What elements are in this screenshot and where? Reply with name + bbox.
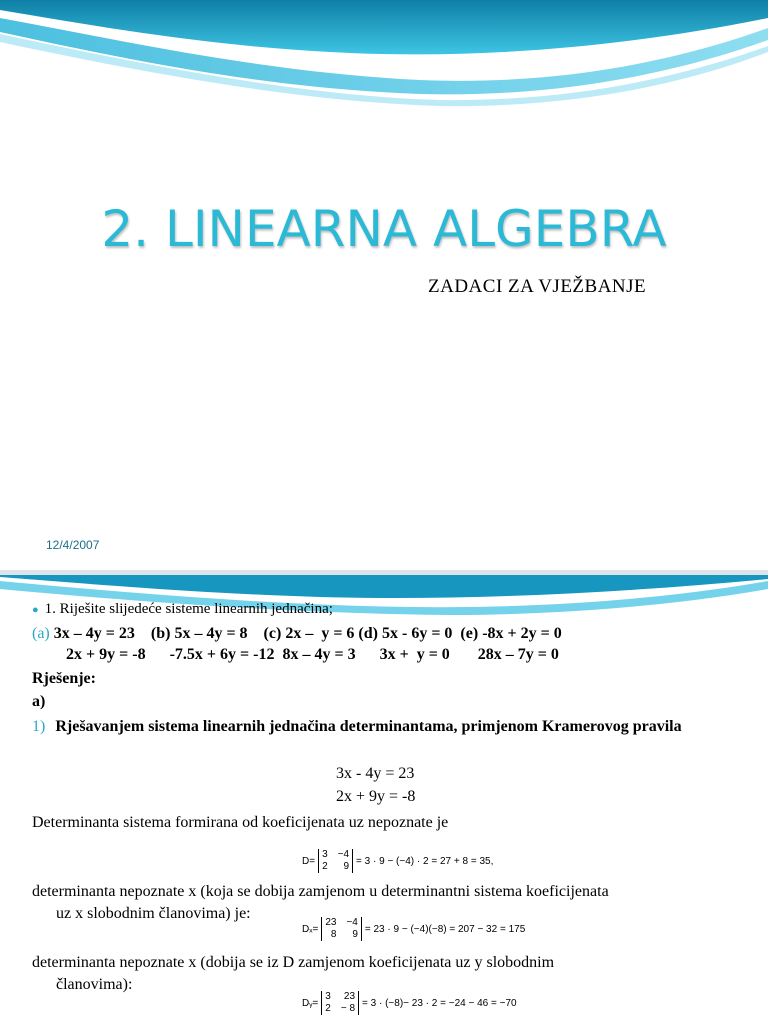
task-text: 1. Riješite slijedeće sisteme linearnih jednačina;: [44, 601, 333, 617]
part-a-label: a): [32, 693, 46, 710]
det-label: Dᵧ=: [302, 997, 319, 1009]
slide-subtitle: ZADACI ZA VJEŽBANJE: [428, 276, 647, 297]
matrix-cell: 23: [343, 991, 356, 1002]
matrix-cell: 8: [330, 929, 337, 940]
matrix-cell: 2: [325, 1003, 331, 1014]
slide-title: 2. LINEARNA ALGEBRA: [101, 200, 667, 258]
determinant-Dx: [302, 917, 525, 941]
matrix: [321, 991, 359, 1015]
header-wave-decoration: [0, 0, 768, 110]
step-1: [32, 716, 732, 738]
systems-row-1-text: 3x – 4y = 23 (b) 5x – 4y = 8 (c) 2x – y = 6 (d) 5x - 6y = 0 (e) -8x + 2y = 0: [53, 625, 562, 642]
determinant-D: [302, 849, 493, 873]
systems-row-1: [32, 625, 562, 643]
det-label: D=: [302, 855, 316, 867]
paragraph-line: uz x slobodnim članovima) je:: [56, 905, 251, 922]
slide-date: 12/4/2007: [46, 538, 100, 552]
task-bullet: [32, 601, 333, 618]
step-text: Rješavanjem sistema linearnih jednačina determinantama, primjenom Kramerovog pravila: [55, 718, 682, 735]
determinant-Dy: [302, 991, 517, 1015]
equation-2: 2x + 9y = -8: [336, 788, 416, 805]
det-result: = 23 · 9 − (−4)(−8) = 207 − 32 = 175: [364, 923, 526, 935]
det-label: Dₓ=: [302, 923, 319, 935]
matrix-cell: −4: [346, 917, 358, 928]
bullet-icon: ●: [32, 604, 39, 616]
matrix-cell: 2: [322, 861, 328, 872]
paragraph-determinant-system: Determinanta sistema formirana od koeficijenata uz nepoznate je: [32, 814, 449, 831]
matrix-cell: 23: [325, 917, 337, 928]
paragraph-determinant-y: [32, 952, 752, 996]
matrix: [318, 849, 353, 873]
content-slide: [0, 575, 768, 1024]
matrix-cell: −4: [337, 849, 350, 860]
matrix: [321, 917, 362, 941]
step-number: 1): [32, 718, 46, 735]
matrix-cell: 3: [325, 991, 331, 1002]
equation-1: 3x - 4y = 23: [336, 765, 415, 782]
system-label-a: (a): [32, 625, 50, 642]
matrix-cell: 9: [352, 929, 358, 940]
systems-row-2: 2x + 9y = -8 -7.5x + 6y = -12 8x – 4y = 3 3x + y = 0 28x – 7y = 0: [66, 646, 559, 663]
solution-label: Rješenje:: [32, 670, 96, 687]
det-result: = 3 · 9 − (−4) · 2 = 27 + 8 = 35,: [356, 855, 494, 867]
det-result: = 3 · (−8)− 23 · 2 = −24 − 46 = −70: [362, 997, 517, 1009]
paragraph-line: determinanta nepoznate x (koja se dobija zamjenom u determinantni sistema koeficijenata: [32, 883, 609, 900]
paragraph-line: članovima):: [56, 976, 133, 993]
paragraph-line: determinanta nepoznate x (dobija se iz D zamjenom koeficijenata uz y slobodnim: [32, 954, 555, 971]
matrix-cell: 9: [343, 861, 350, 872]
matrix-cell: − 8: [340, 1003, 356, 1014]
matrix-cell: 3: [322, 849, 328, 860]
